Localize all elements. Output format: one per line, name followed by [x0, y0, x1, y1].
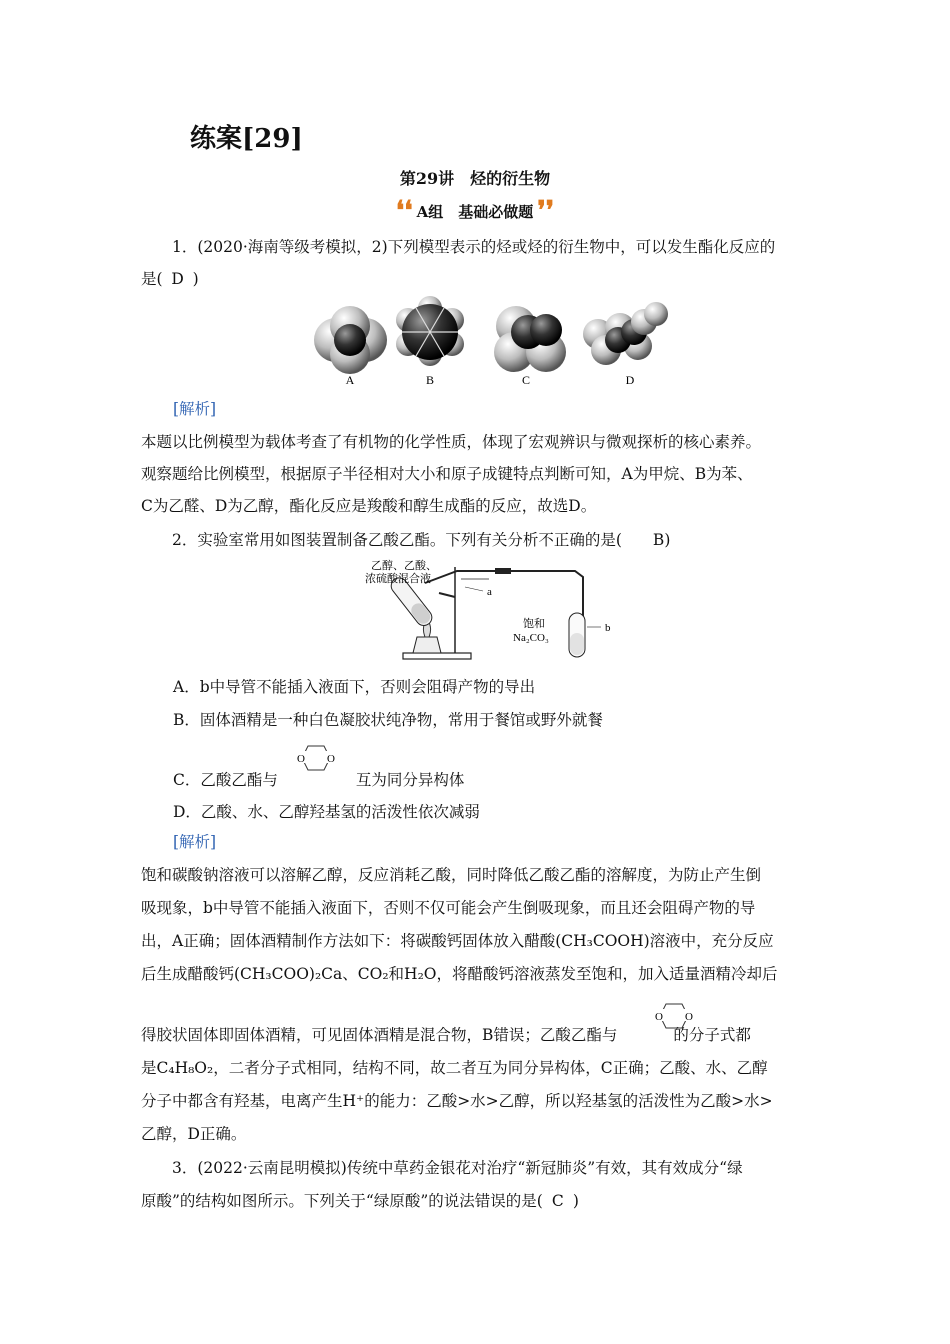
ring-atom-o-left: O	[655, 1011, 663, 1023]
q2-option-a: A．b中导管不能插入液面下，否则会阻碍产物的导出	[173, 678, 536, 696]
ring-atom-o-left: O	[297, 753, 305, 765]
q1-stem-line2: 是( D )	[141, 263, 811, 295]
saturated-label-line1: 饱和	[523, 618, 545, 630]
ring-atom-o-right: O	[685, 1011, 693, 1023]
model-label-b: B	[425, 373, 435, 387]
model-c-acetaldehyde	[494, 306, 566, 372]
label-a: a	[487, 586, 492, 598]
quote-close-icon: ❜❜	[537, 196, 555, 226]
molecule-models-figure	[300, 292, 680, 392]
q3-stem-line2: 原酸”的结构如图所示。下列关于“绿原酸”的说法错误的是( C )	[141, 1185, 811, 1217]
q2-analysis-line3: 出，A正确；固体酒精制作方法如下：将碳酸钙固体放入醋酸(CH₃COOH)溶液中，充分反应	[141, 932, 774, 950]
q2-analysis-line6: 是C₄H₈O₂，二者分子式相同，结构不同，故二者互为同分异构体，C正确；乙酸、水、乙醇	[141, 1059, 768, 1077]
q2-option-d: D．乙酸、水、乙醇羟基氢的活泼性依次减弱	[173, 803, 480, 821]
group-label: A组 基础必做题	[416, 202, 534, 221]
quote-open-icon: ❛❛	[395, 196, 413, 226]
q2-analysis-label: [解析]	[173, 833, 217, 851]
q2-analysis-line5: 得胶状固体即固体酒精，可见固体酒精是混合物，B错误；乙酸乙酯与 的分子式都	[141, 1026, 751, 1044]
q3-stem-line1: 3．(2022·云南昆明模拟)传统中草药金银花对治疗“新冠肺炎”有效，其有效成分“绿	[172, 1159, 743, 1177]
q3-answer: C	[551, 1192, 564, 1210]
q1-analysis-line3: C为乙醛、D为乙醇，酯化反应是羧酸和醇生成酯的反应，故选D。	[141, 497, 597, 515]
q1-stem-line1: 1．(2020·海南等级考模拟，2)下列模型表示的烃或烃的衍生物中，可以发生酯化反应的	[172, 238, 776, 256]
q1-analysis-label: [解析]	[173, 400, 217, 418]
q2-analysis-line7: 分子中都含有羟基，电离产生H⁺的能力：乙酸>水>乙醇，所以羟基氢的活泼性为乙酸>水>	[141, 1092, 773, 1110]
model-label-a: A	[345, 373, 355, 387]
q2-option-c: C．乙酸乙酯与 互为同分异构体	[173, 771, 465, 789]
group-heading	[0, 198, 950, 224]
label-b: b	[605, 622, 611, 634]
ester-apparatus-figure	[365, 557, 625, 667]
q2-analysis-line2: 吸现象，b中导管不能插入液面下，否则不仅可能会产生倒吸现象，而且还会阻碍产物的导	[141, 899, 756, 917]
lecture-title: 第29讲 烃的衍生物	[399, 169, 551, 188]
ring-atom-o-right: O	[327, 753, 335, 765]
reagent-label-line1: 乙醇、乙酸、	[371, 560, 437, 572]
model-a-methane	[314, 306, 387, 374]
reagent-label-line2: 浓硫酸混合液	[365, 573, 431, 585]
model-d-ethanol	[583, 302, 668, 365]
q1-answer: D	[171, 270, 184, 288]
q1-analysis-line1: 本题以比例模型为载体考查了有机物的化学性质，体现了宏观辨识与微观探析的核心素养。	[141, 433, 762, 451]
q2-option-b: B．固体酒精是一种白色凝胶状纯净物，常用于餐馆或野外就餐	[173, 711, 603, 729]
q2-analysis-line8: 乙醇，D正确。	[141, 1125, 247, 1143]
q2-answer: B	[652, 531, 665, 549]
q2-stem: 2．实验室常用如图装置制备乙酸乙酯。下列有关分析不正确的是( B)	[141, 524, 811, 556]
q1-analysis-line2: 观察题给比例模型，根据原子半径相对大小和原子成键特点判断可知，A为甲烷、B为苯、	[141, 465, 753, 483]
model-label-d: D	[625, 373, 635, 387]
page-title: 练案[29]	[190, 124, 303, 154]
model-label-c: C	[521, 373, 531, 387]
dioxane-ring-analysis	[644, 996, 704, 1040]
dioxane-ring-option-c	[286, 738, 346, 786]
q2-analysis-line4: 后生成醋酸钙(CH₃COO)₂Ca、CO₂和H₂O，将醋酸钙溶液蒸发至饱和，加入适量酒精冷却后	[141, 965, 778, 983]
q2-analysis-line1: 饱和碳酸钠溶液可以溶解乙醇，反应消耗乙酸，同时降低乙酸乙酯的溶解度，为防止产生倒	[141, 866, 762, 884]
saturated-label-line2: Na₂CO₃	[513, 632, 549, 644]
model-b-benzene	[396, 296, 464, 366]
